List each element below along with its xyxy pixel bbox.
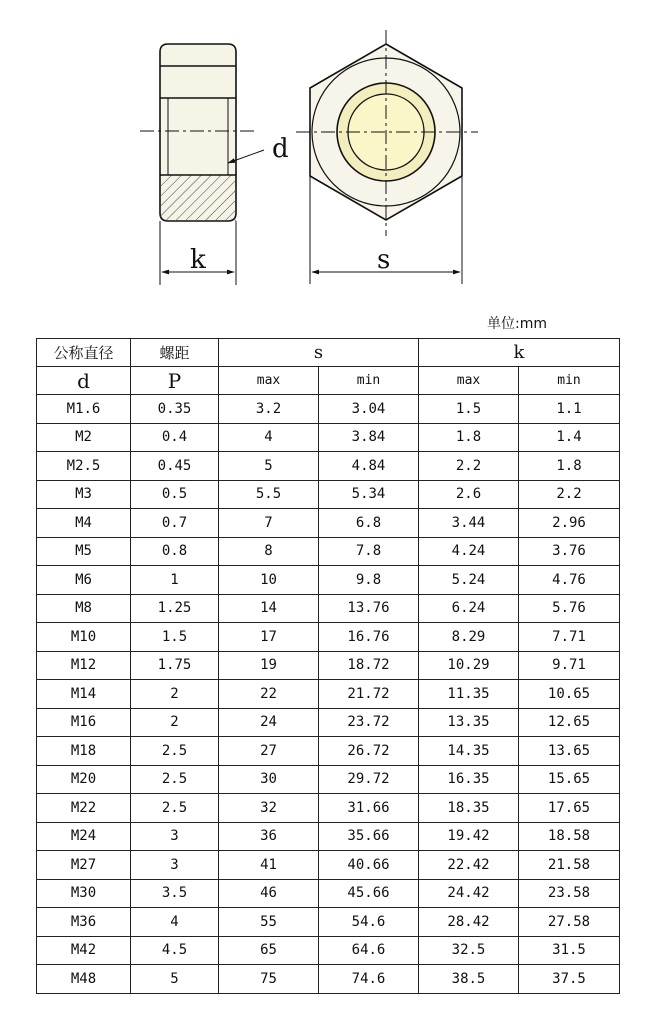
cell-size: M3	[37, 480, 131, 509]
cell-k-min: 12.65	[519, 708, 620, 737]
table-row	[37, 537, 620, 566]
cell-k-max: 3.44	[419, 509, 519, 538]
table-row	[37, 452, 620, 481]
cell-s-max: 17	[219, 623, 319, 652]
cell-k-max: 22.42	[419, 851, 519, 880]
table-row	[37, 623, 620, 652]
cell-s-max: 30	[219, 765, 319, 794]
cell-size: M36	[37, 908, 131, 937]
cell-s-max: 65	[219, 936, 319, 965]
cell-s-min: 35.66	[319, 822, 419, 851]
cell-s-min: 3.84	[319, 423, 419, 452]
table-row	[37, 936, 620, 965]
header-pitch: 螺距	[131, 339, 219, 367]
cell-k-max: 4.24	[419, 537, 519, 566]
cell-size: M10	[37, 623, 131, 652]
cell-pitch: 2.5	[131, 794, 219, 823]
cell-s-max: 24	[219, 708, 319, 737]
table-subheader-row	[37, 367, 620, 395]
cell-size: M14	[37, 680, 131, 709]
cell-k-min: 1.4	[519, 423, 620, 452]
cell-k-min: 15.65	[519, 765, 620, 794]
cell-size: M18	[37, 737, 131, 766]
table-row	[37, 851, 620, 880]
cell-size: M30	[37, 879, 131, 908]
cell-s-max: 41	[219, 851, 319, 880]
cell-s-max: 19	[219, 651, 319, 680]
table-row	[37, 879, 620, 908]
cell-size: M12	[37, 651, 131, 680]
nut-dimension-table	[36, 338, 620, 994]
cell-k-max: 11.35	[419, 680, 519, 709]
cell-s-min: 31.66	[319, 794, 419, 823]
cell-s-min: 64.6	[319, 936, 419, 965]
cell-pitch: 3	[131, 851, 219, 880]
cell-size: M42	[37, 936, 131, 965]
header-s-group: s	[219, 339, 419, 367]
cell-s-max: 36	[219, 822, 319, 851]
table-row	[37, 594, 620, 623]
header-nominal-diameter: 公称直径	[37, 339, 131, 367]
table-row	[37, 395, 620, 424]
cell-size: M4	[37, 509, 131, 538]
cell-k-min: 10.65	[519, 680, 620, 709]
cell-k-max: 6.24	[419, 594, 519, 623]
table-row	[37, 765, 620, 794]
cell-pitch: 4.5	[131, 936, 219, 965]
hex-nut-drawing	[0, 0, 652, 300]
cell-k-max: 1.8	[419, 423, 519, 452]
cell-pitch: 0.35	[131, 395, 219, 424]
cell-s-max: 22	[219, 680, 319, 709]
cell-pitch: 2.5	[131, 765, 219, 794]
header-p-symbol: P	[131, 367, 219, 395]
cell-k-min: 1.1	[519, 395, 620, 424]
table-row	[37, 737, 620, 766]
cell-k-min: 5.76	[519, 594, 620, 623]
table-header-row	[37, 339, 620, 367]
header-d-symbol: d	[37, 367, 131, 395]
cell-s-max: 14	[219, 594, 319, 623]
cell-s-max: 55	[219, 908, 319, 937]
table-row	[37, 680, 620, 709]
cell-size: M20	[37, 765, 131, 794]
cell-s-min: 7.8	[319, 537, 419, 566]
cell-size: M16	[37, 708, 131, 737]
cell-k-min: 4.76	[519, 566, 620, 595]
cell-pitch: 0.5	[131, 480, 219, 509]
cell-pitch: 1.75	[131, 651, 219, 680]
cell-size: M5	[37, 537, 131, 566]
cell-s-min: 5.34	[319, 480, 419, 509]
cell-size: M22	[37, 794, 131, 823]
cell-k-max: 2.2	[419, 452, 519, 481]
cell-pitch: 0.8	[131, 537, 219, 566]
cell-s-max: 27	[219, 737, 319, 766]
cell-k-min: 3.76	[519, 537, 620, 566]
cell-s-max: 4	[219, 423, 319, 452]
cell-k-min: 31.5	[519, 936, 620, 965]
table-row	[37, 794, 620, 823]
label-d: d	[272, 134, 289, 164]
cell-s-min: 23.72	[319, 708, 419, 737]
cell-s-max: 75	[219, 965, 319, 994]
table-row	[37, 651, 620, 680]
cell-pitch: 0.45	[131, 452, 219, 481]
cell-pitch: 0.7	[131, 509, 219, 538]
cell-pitch: 4	[131, 908, 219, 937]
cell-pitch: 1	[131, 566, 219, 595]
cell-k-min: 23.58	[519, 879, 620, 908]
cell-size: M48	[37, 965, 131, 994]
cell-k-max: 18.35	[419, 794, 519, 823]
cell-s-max: 8	[219, 537, 319, 566]
cell-s-min: 74.6	[319, 965, 419, 994]
cell-s-max: 7	[219, 509, 319, 538]
cell-s-min: 9.8	[319, 566, 419, 595]
cell-k-max: 2.6	[419, 480, 519, 509]
cell-s-min: 13.76	[319, 594, 419, 623]
cell-s-max: 32	[219, 794, 319, 823]
cell-k-min: 37.5	[519, 965, 620, 994]
cell-k-max: 38.5	[419, 965, 519, 994]
unit-label: 单位:mm	[487, 316, 547, 332]
cell-size: M8	[37, 594, 131, 623]
cell-s-min: 40.66	[319, 851, 419, 880]
cell-k-max: 10.29	[419, 651, 519, 680]
cell-k-max: 28.42	[419, 908, 519, 937]
nut-side-view	[160, 44, 236, 221]
cell-k-max: 8.29	[419, 623, 519, 652]
cell-k-max: 13.35	[419, 708, 519, 737]
cell-size: M1.6	[37, 395, 131, 424]
cell-pitch: 3.5	[131, 879, 219, 908]
cell-s-max: 46	[219, 879, 319, 908]
cell-s-min: 3.04	[319, 395, 419, 424]
cell-k-max: 32.5	[419, 936, 519, 965]
table-row	[37, 509, 620, 538]
cell-size: M27	[37, 851, 131, 880]
cell-k-min: 18.58	[519, 822, 620, 851]
table-row	[37, 822, 620, 851]
table-row	[37, 423, 620, 452]
cell-k-max: 14.35	[419, 737, 519, 766]
cell-k-max: 24.42	[419, 879, 519, 908]
table-row	[37, 480, 620, 509]
cell-k-max: 19.42	[419, 822, 519, 851]
cell-k-max: 5.24	[419, 566, 519, 595]
cell-k-min: 17.65	[519, 794, 620, 823]
cell-pitch: 1.25	[131, 594, 219, 623]
cell-pitch: 5	[131, 965, 219, 994]
cell-s-min: 4.84	[319, 452, 419, 481]
cell-s-min: 6.8	[319, 509, 419, 538]
cell-k-min: 27.58	[519, 908, 620, 937]
cell-s-min: 45.66	[319, 879, 419, 908]
header-k-max: max	[419, 367, 519, 395]
cell-pitch: 3	[131, 822, 219, 851]
table-row	[37, 908, 620, 937]
cell-s-min: 26.72	[319, 737, 419, 766]
label-k: k	[190, 245, 206, 275]
cell-k-min: 2.96	[519, 509, 620, 538]
cell-k-min: 2.2	[519, 480, 620, 509]
cell-pitch: 2	[131, 708, 219, 737]
cell-k-max: 16.35	[419, 765, 519, 794]
cell-pitch: 0.4	[131, 423, 219, 452]
cell-s-min: 54.6	[319, 908, 419, 937]
header-k-min: min	[519, 367, 620, 395]
cell-s-min: 18.72	[319, 651, 419, 680]
cell-s-max: 3.2	[219, 395, 319, 424]
table-row	[37, 708, 620, 737]
cell-pitch: 2	[131, 680, 219, 709]
cell-k-min: 21.58	[519, 851, 620, 880]
cell-k-min: 13.65	[519, 737, 620, 766]
cell-k-min: 1.8	[519, 452, 620, 481]
cell-k-min: 9.71	[519, 651, 620, 680]
cell-size: M24	[37, 822, 131, 851]
cell-s-max: 5	[219, 452, 319, 481]
cell-s-min: 21.72	[319, 680, 419, 709]
cell-s-max: 10	[219, 566, 319, 595]
header-k-group: k	[419, 339, 620, 367]
cell-s-min: 16.76	[319, 623, 419, 652]
cell-k-max: 1.5	[419, 395, 519, 424]
label-s: s	[377, 245, 391, 275]
cell-s-min: 29.72	[319, 765, 419, 794]
cell-pitch: 2.5	[131, 737, 219, 766]
table-row	[37, 965, 620, 994]
cell-k-min: 7.71	[519, 623, 620, 652]
cell-size: M2	[37, 423, 131, 452]
cell-size: M6	[37, 566, 131, 595]
header-s-min: min	[319, 367, 419, 395]
table-row	[37, 566, 620, 595]
cell-pitch: 1.5	[131, 623, 219, 652]
cell-size: M2.5	[37, 452, 131, 481]
header-s-max: max	[219, 367, 319, 395]
cell-s-max: 5.5	[219, 480, 319, 509]
